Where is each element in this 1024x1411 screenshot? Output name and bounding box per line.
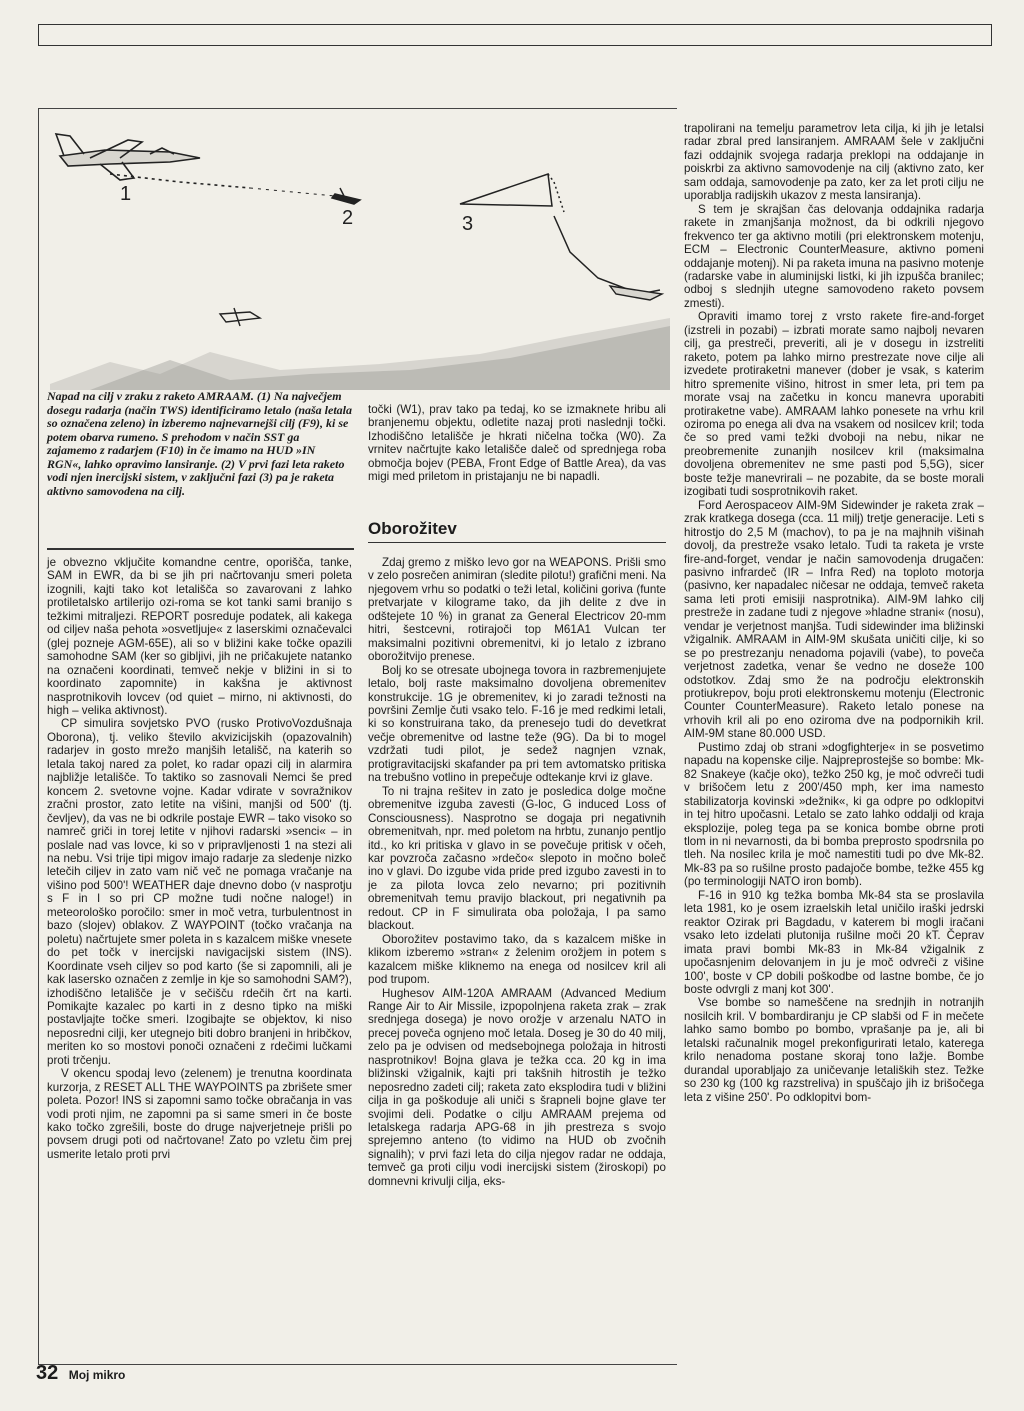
paragraph: točki (W1), prav tako pa tedaj, ko se izmaknete hribu ali branjenemu objektu, odletite nazaj proti naslednji točki. Izhodiščno letališče je hkrati ničelna točka (W0). Za vrnitev načrtujte kako letališče daleč od sprednjega roba območja bojev (PEBA, Front Edge of Battle Area), da vas migi med priletom in pristajanju ne bi napadli. [368, 403, 666, 484]
f16-aircraft-icon [56, 134, 250, 188]
amraam-attack-illustration [50, 112, 670, 390]
section-heading: Oborožitev [368, 519, 457, 538]
paragraph: F-16 in 910 kg težka bomba Mk-84 sta se proslavila leta 1981, ko je osem izraelskih letal uničilo iraški jedrski reaktor Ozirak pri Bagdadu, v katerem bi mogli iračani vsako leto izdelati plutonija rušilne moči 20 kT. Čeprav imata pravi bombi Mk-83 in Mk-84 vžigalnik z upočasnjenim delovanjem in ju je moč odvreči z višine 100', boste v CP dobili poškodbe od lastne bombe, če jo boste odvrgli z manj kot 300'. [684, 888, 984, 996]
illus-label-1: 1 [120, 183, 132, 205]
paragraph: To ni trajna rešitev in zato je posledica dolge močne obremenitve izguba zavesti (G-loc, G induced Loss of Consciousness). Nasprotno se dogaja pri negativnih obremenitvah, npr. med poletom na hrbtu, zunanjo pentljo itd., ko kri pritiska v glavo in se povečuje pritisk v očeh, kar povzroča začasno »rdečo« slepoto in močno boleč ino v glavi. Do izgube vida pride pred izgubo zavesti in to je za pilota lovca zelo nevarno; pri pozitivnih obremenitvah temu pravijo blackout, pri negativnih pa redout. CP in F simulirata oba položaja, I pa samo blackout. [368, 784, 666, 933]
small-aircraft-icon [220, 308, 260, 326]
column-3 [684, 122, 984, 1104]
paragraph: trapolirani na temelju parametrov leta cilja, ki jih je letalsi radar zbral pred lansiranjem. AMRAAM šele v zaključni fazi oddajnik svojega radarja preklopi na oddajanje in poiskrbi za aktivno samovodenje na cilj (aktivno zato, ker sam oddaja, samovodenje pa zato, ker za let proti cilju ne uporablja radijskih ukazov z mesta lansiranja). [684, 122, 984, 203]
paragraph: Pustimo zdaj ob strani »dogfighterje« in se posvetimo napadu na kopenske cilje. Najpreprostejše so bombe: Mk-82 Snakeye (kačje oko), težko 250 kg, je moč odvreči tudi v brišočem letu z 200'/450 mph, ker ima namesto stabilizatorja kovinski »dežnik«, ki ga odpre po odklopitvi in tej hitro upočasni. Letalo se zato lahko oddalji od kraja eksplozije, poleg tega pa se konica bombe obrne proti tlom in ni nevarnosti, da bi bomba preprosto spodrsnila po tleh. Na nosilec krila je moč namestiti tudi po dve Mk-82. Mk-83 pa so rušilne prosto padajoče bombe, težke 455 kg (po terminologiji NATO iron bomb). [684, 740, 984, 889]
missile-icon [332, 188, 360, 204]
magazine-name: Moj mikro [68, 1368, 126, 1382]
page-number: 32 [36, 1362, 59, 1384]
target-triangle [460, 174, 660, 294]
paragraph: Zdaj gremo z miško levo gor na WEAPONS. Prišli smo v zelo posrečen animiran (sledite pilotu!) grafični meni. Na njegovem vrhu so podatki o teži letal, količini goriva (funte pretvarjate v kilograme tako, da jih delite z dve in odštejete 10 %) in granat za General Electricov 20-mm hitri, šestcevni, rotirajoči top M61A1 Vulcan ter maksimalni pozitivni obremenitvi, ki jo letalo z izbrano oborožitvijo prenese. [368, 556, 666, 664]
column-2-top [368, 403, 666, 484]
paragraph: Hughesov AIM-120A AMRAAM (Advanced Medium Range Air to Air Missile, izpopolnjena raketa zrak – zrak srednjega dosega) je novo orožje v arzenalu NATO in precej poveča ognjeno moč letala. Doseg je 30 do 40 milj, zelo pa je odvisen od medsebojnega položaja in hitrosti nasprotnikov! Bojna glava je težka cca. 20 kg in ima bližinski vžigalnik, kajti pri takšnih hitrostih je težko neposredno zadeti cilj; raketa zato eksplodira tudi v bližini cilja in ga poškoduje ali uniči s šrapneli bojne glave ter svojimi deli. Podatke o cilju AMRAAM prejema od letalskega radarja APG-68 in jih prestreza s svojo sprejemno anteno (to vidimo na HUD ob zvočnih signalih); v prvi fazi leta do cilja njegov radar ne oddaja, temveč ga proti cilju vodi inercijski sistem (žiroskopi) po domnevni krivulji cilja, eks- [368, 986, 666, 1188]
figure-caption: Napad na cilj v zraku z raketo AMRAAM. (1) Na največjem dosegu radarja (način TWS) identificiramo letalo (naša letala so označena zeleno) in izberemo najnevarnejši cilj (F9), ki se potem obarva rumeno. S prehodom v način SST ga zajamemo z radarjem (F10) in če imamo na HUD »IN RGN«, lahko opravimo lansiranje. (2) V prvi fazi leta raketo vodi njen inercijski sistem, v zaključni fazi (3) pa je raketa aktivno samovodena na cilj. [47, 389, 353, 498]
column-1 [47, 556, 352, 1161]
paragraph: V okencu spodaj levo (zelenem) je trenutna koordinata kurzorja, z RESET ALL THE WAYPOINTS pa zbrišete smer poleta. Pozor! INS si zapomni samo točke obračanja in vas vodi proti njim, ne zapomni pa si same smeri in če boste kako točko zgrešili, boste do druge najverjetneje prišli po povsem drugi poti od načrtovane! Zato po vzletu čim prej usmerite letalo proti prvi [47, 1067, 352, 1161]
paragraph: Oborožitev postavimo tako, da s kazalcem miške in klikom izberemo »stran« z želenim orožjem in potem s kazalcem miške kliknemo na enega od nosilcev kril ali pod trupom. [368, 932, 666, 987]
paragraph: S tem je skrajšan čas delovanja oddajnika radarja rakete in zmanjšanja možnost, da bi odkrili njegovo frekvenco ter ga aktivno motili (pri elektronskem motenju, ECM – Electronic CounterMeasure, aktivno pomeni oddajanje motenj). Ni pa raketa imuna na pasivno motenje (radarske vabe in aluminijski listki, ki jih izpušča branilec; odboj s slednjih utegne samovodeno raketo povsem zmesti). [684, 202, 984, 310]
paragraph: je obvezno vključite komandne centre, oporišča, tanke, SAM in EWR, da bi se jih pri načrtovanju smeri poleta izognili, kajti tako kot letališča so zavarovani z lahko protiletalsko artilerijo ozi-roma se kot tanki sami branijo s težkimi mitraljezi. REPORT posreduje podatek, ali kakega od ciljev naša pehota »osvetljuje« z laserskimi označevalci (glej pozneje AGM-65E), ali so v bližini kake točke opazili samohodne SAM (ker so gibljivi, jih ne pričakujete natanko na označeni koordinati, temveč nekje v bližini in si to koordinato zapomnite) in kakšna je aktivnost nasprotnikovih lovcev (od quiet – mirno, ni aktivnosti, do high – velika aktivnost). [47, 556, 352, 717]
caption-rule [47, 548, 354, 550]
target-aircraft-icon [610, 286, 662, 300]
ground-haze [50, 318, 670, 390]
column-2 [368, 556, 666, 1188]
paragraph: Ford Aerospaceov AIM-9M Sidewinder je raketa zrak – zrak kratkega dosega (cca. 11 milj) tretje generacije. Leti s hitrostjo do 2,5 M (machov), to pa je na majhnih višinah dovolj, da prestreže vsako letalo. Tudi ta raketa je vrste fire-and-forget, vendar je način samovodenja drugačen: pasivno infrardeč (IR – Infra Red) na toploto motorja (pasivno, ker napadalec ničesar ne oddaja, temveč raketa sama leti proti emisiji nasprotnika). AIM-9M lahko cilj prestreže in zadane tudi z njegove »hladne strani« (nosu), vendar je verjetnost manjša. Tudi sidewinder ima bližinski vžigalnik. AMRAAM in AIM-9M skušata uničiti cilje, ki so se po prestrezanju nenadoma pojavili (vabe), to poveča verjetnost zadetka, venar še vedno ne doseže 100 odstotkov. Zdaj smo že na področju elektronskih protiukrepov, boju proti elektronskemu motenju (Electronic Counter CounterMeasure). Raketo letalo ponese na vrhovih kril ali po eno oziroma dve na podpornikih kril. AIM-9M stane 80.000 USD. [684, 498, 984, 741]
header-frame [38, 24, 992, 46]
page-footer [36, 1362, 125, 1392]
paragraph: Vse bombe so nameščene na srednjih in notranjih nosilcih kril. V bombardiranju je CP slabši od F in mečete lahko samo bombo po bombo, vprašanje pa je, ali bi letalski računalnik mogel prekonfigurirati letalo, katerega krilo nenadoma postane skoraj tono lažje. Bombe durandal uporabljajo za uničevanje letaliških stez. Težke so 230 kg (100 kg razstreliva) in spuščajo jih iz brišočega leta z višine 250'. Po odklopitvi bom- [684, 996, 984, 1104]
paragraph: CP simulira sovjetsko PVO (rusko ProtivoVozdušnaja Oborona), tj. veliko število akvizicijskih (opazovalnih) radarjev in gosto mrežo manjših letališč, na katerih so letala takoj nared za polet, ko radar opazi cilj in alarmira najbližje letališče. To taktiko so zasnovali Nemci še pred koncem 2. svetovne vojne. Kadar vdirate v sovražnikov zračni prostor, zato letite na višini, manjši od 500' (tj. čevljev), da vas ne bi odkrile postaje EWR – tako visoko so namreč griči in torej letite v njihovi radarski »senci« – in poslale nad vas lovce, ki so v pripravljenosti 1 na stezi ali na nebu. Vsi trije tipi migov imajo radarje za sledenje nizko letečih ciljev in zato vam nič več ne pomaga vračanje na višino pod 500'! WEATHER daje dnevno dobo (v nasprotju s F in I so pri CP možne tudi nočne naloge!) in meteorološko poročilo: smer in moč vetra, turbulentnost in bazo (slojev) oblakov. Z WAYPOINT (točko vračanja na poletu) načrtujete smer poleta in s kazalcem miške vnesete do pet točk v inercijski navigacijski sistem (INS). Koordinate vseh ciljev so pod karto (še si zapomnili, ali je kak lasersko označen z zemlje in kje so samohodni SAM?), izhodiščno letališče je v sečišču rdečih črt na karti. Pomikajte kazalec po karti in z desno tipko na miški postavljajte točke smeri. Izogibajte se objektov, ki niso neposredni cilji, ker utegnejo biti dobro branjeni in hribčkov, meriten ko so mostovi ponoči označeni z rdečimi lučkami proti trčenju. [47, 717, 352, 1067]
illus-label-3: 3 [462, 213, 474, 235]
heading-rule [368, 542, 666, 543]
illus-label-2: 2 [342, 207, 354, 229]
paragraph: Bolj ko se otresate ubojnega tovora in razbremenjujete letalo, bolj raste maksimalno dovoljena obremenitev konstrukcije. 1G je obremenitev, ki jo zaradi težnosti na površini Zemlje čuti vsako telo. F-16 je med redkimi letali, ki so konstruirana tako, da prenesejo tudi do devetkrat večje obremenitve od lastne teže (9G). Da bi to mogel vzdržati tudi pilot, je sedež nagnjen vznak, protigravitacijski skafander pa pri tem avtomatsko pritiska na trebušno votlino in prepečuje odtekanje krvi iz glave. [368, 663, 666, 785]
paragraph: Opraviti imamo torej z vrsto rakete fire-and-forget (izstreli in pozabi) – izbrati morate samo najbolj nevaren cilj, ga prestreči, preveriti, ali je v dosegu in izstreliti raketo, potem pa lahko mirno prestrezate nove cilje ali izvedete protiraketni manever (dober je vsak, s katerim hitro spremenite višino, hitrost in smer leta, pri tem pa morate vsaj na začetku in koncu manevra uporabiti protiraketne vabe). AMRAAM lahko ponesete na vrhu kril oziroma po enega ali dva na vsakem od nosilcev kril; toda če so pred vami težki dvoboji na nebu, nikar ne preobremenite zunanjih nosilcev kril (maksimalna dovoljena obremenitev ne sme pasti pod 5,5G), sicer boste težje manevrirali – ne pozabite, da se boste morali izogibati tudi sosprotnikovih raket. [684, 310, 984, 499]
